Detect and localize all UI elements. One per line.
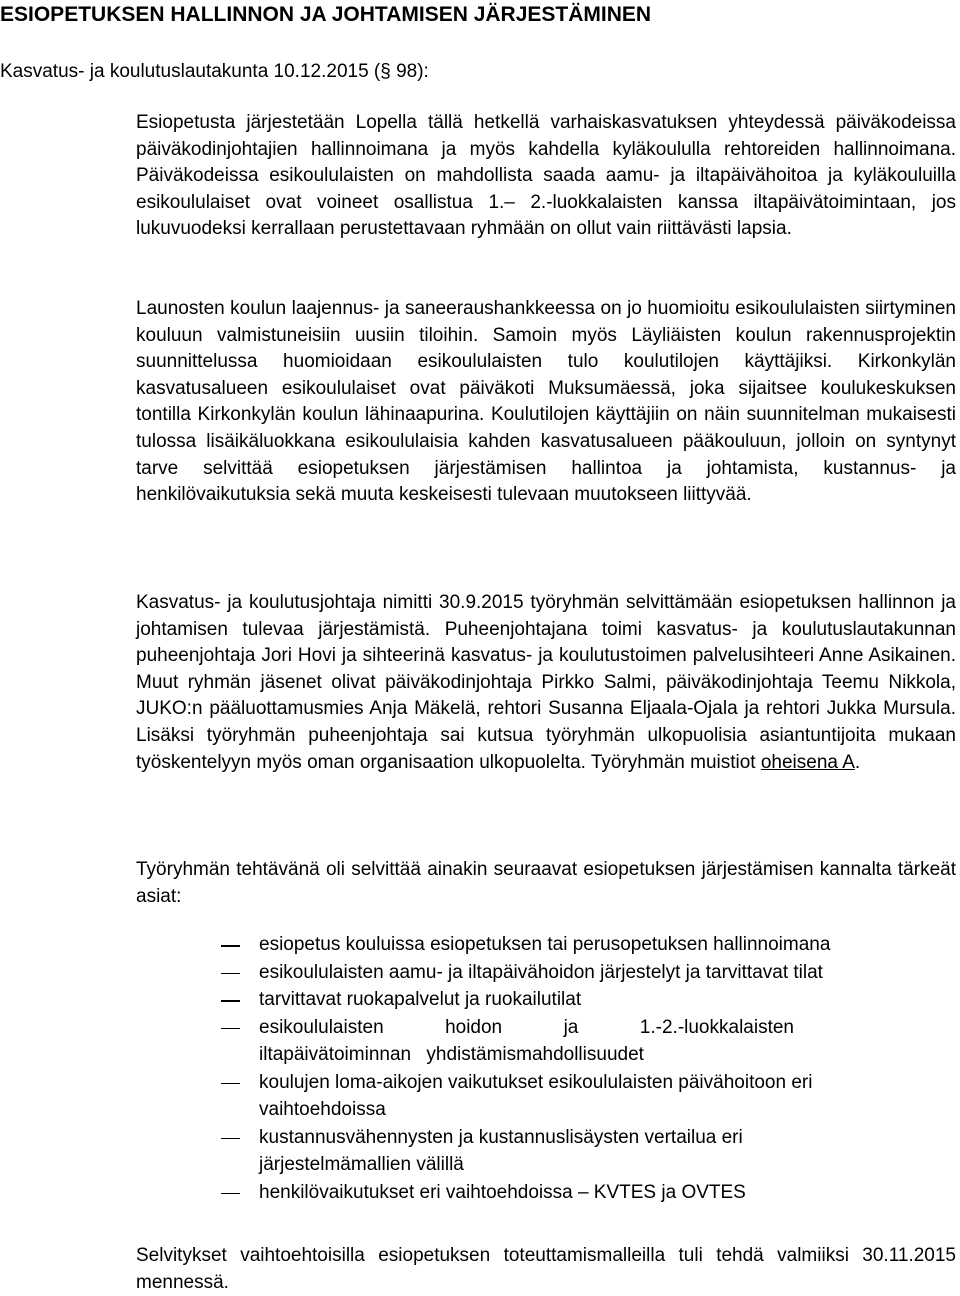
dash-bullet-icon [221,1028,240,1030]
list-item: kustannusvähennysten ja kustannuslisäysten vertailua eri järjestelmämallien välillä [136,1124,956,1179]
paragraph-working-group-text: Kasvatus- ja koulutusjohtaja nimitti 30.9.2015 työryhmän selvittämään esiopetuksen hallinnon ja johtamisen tulevaa järjestämistä. Puheenjohtajana toimi kasvatus- ja koulutuslautakunnan puheenjohtaja Jori Hovi ja sihteerinä kasvatus- ja koulutustoimen palvelusihteeri Anne Asikainen. Muut ryhmän jäsenet olivat päiväkodinjohtaja Pirkko Salmi, päiväkodinjohtaja Teemu Nikkola, JUKO:n pääluottamusmies Anja Mäkelä, rehtori Susanna Eljaala-Ojala ja rehtori Jukka Mursula. Lisäksi työryhmän puheenjohtaja sai kutsua työryhmän ulkopuolisia asiantuntijoita mukaan työskentelyyn myös oman organisaation ulkopuolelta. Työryhmän muistiot [136,592,956,773]
paragraph-task-intro: Työryhmän tehtävänä oli selvittää ainakin seuraavat esiopetuksen järjestämisen kannalta tärkeät asiat: [136,859,956,907]
list-item: koulujen loma-aikojen vaikutukset esikoululaisten päivähoitoon eri vaihtoehdoissa [136,1069,956,1124]
paragraph-current-arrangement: Esiopetusta järjestetään Lopella tällä hetkellä varhaiskasvatuksen yhteydessä päiväkodeissa päiväkodinjohtajien hallinnoimana ja myös kahdella kyläkoululla rehtoreiden hallinnoimana. Päiväkodeissa esikoululaisten on mahdollista saada aamu- ja iltapäivähoitoa ja kyläkouluilla esikoululaiset ovat voineet osallistua 1.– 2.-luokkalaisten kanssa iltapäivätoimintaan, jos lukuvuodeksi kerrallaan perustettavaan ryhmään on ollut vain riittävästi lapsia. [136,112,956,240]
task-list [136,931,956,1206]
list-item: esikoululaisten aamu- ja iltapäivähoidon järjestelyt ja tarvittavat tilat [136,959,956,987]
attachment-link[interactable]: oheisena A [760,751,855,773]
dash-bullet-icon [221,1193,240,1195]
dash-bullet-icon [221,1083,240,1085]
meeting-reference: Kasvatus- ja koulutuslautakunta 10.12.2015 (§ 98): [0,61,429,82]
attachment-link-suffix: . [854,751,861,773]
dash-bullet-icon [221,1138,240,1140]
document-title: ESIOPETUKSEN HALLINNON JA JOHTAMISEN JÄRJESTÄMINEN [0,3,652,26]
dash-bullet-icon [221,945,240,947]
list-item: esiopetus kouluissa esiopetuksen tai perusopetuksen hallinnoimana [136,931,956,959]
list-item: tarvittavat ruokapalvelut ja ruokailutilat [136,986,956,1014]
list-item: henkilövaikutukset eri vaihtoehdoissa – KVTES ja OVTES [136,1179,956,1207]
paragraph-deadline: Selvitykset vaihtoehtoisilla esiopetuksen toteuttamismalleilla tuli tehdä valmiiksi 30.11.2015 mennessä. [136,1245,956,1293]
paragraph-school-projects: Launosten koulun laajennus- ja saneeraushankkeessa on jo huomioitu esikoululaisten siirtyminen kouluun valmistuneisiin uusiin tiloihin. Samoin myös Läyliäisten koulun rakennusprojektin suunnittelussa huomioidaan esikoululaisten tulo koulutilojen käyttäjiksi. Kirkonkylän kasvatusalueen esikoululaiset ovat päiväkoti Muksumäessä, joka sijaitsee koulukeskuksen tontilla Kirkonkylän koulun lähinaapurina. Koulutilojen käyttäjiin on näin suunnitelman mukaisesti tulossa lisäikäluokkana esikoululaisia kahden kasvatusalueen pääkouluun, jolloin on syntynyt tarve selvittää esiopetuksen järjestämisen hallintoa ja johtamista, kustannus- ja henkilövaikutuksia sekä muuta keskeisesti tulevaan muutokseen liittyvää. [136,298,956,506]
dash-bullet-icon [221,973,240,975]
dash-bullet-icon [221,1000,240,1002]
paragraph-working-group [136,590,956,776]
list-item: esikoululaisten hoidon ja 1.-2.-luokkalaisten iltapäivätoiminnan yhdistämismahdollisuudet [136,1014,956,1069]
